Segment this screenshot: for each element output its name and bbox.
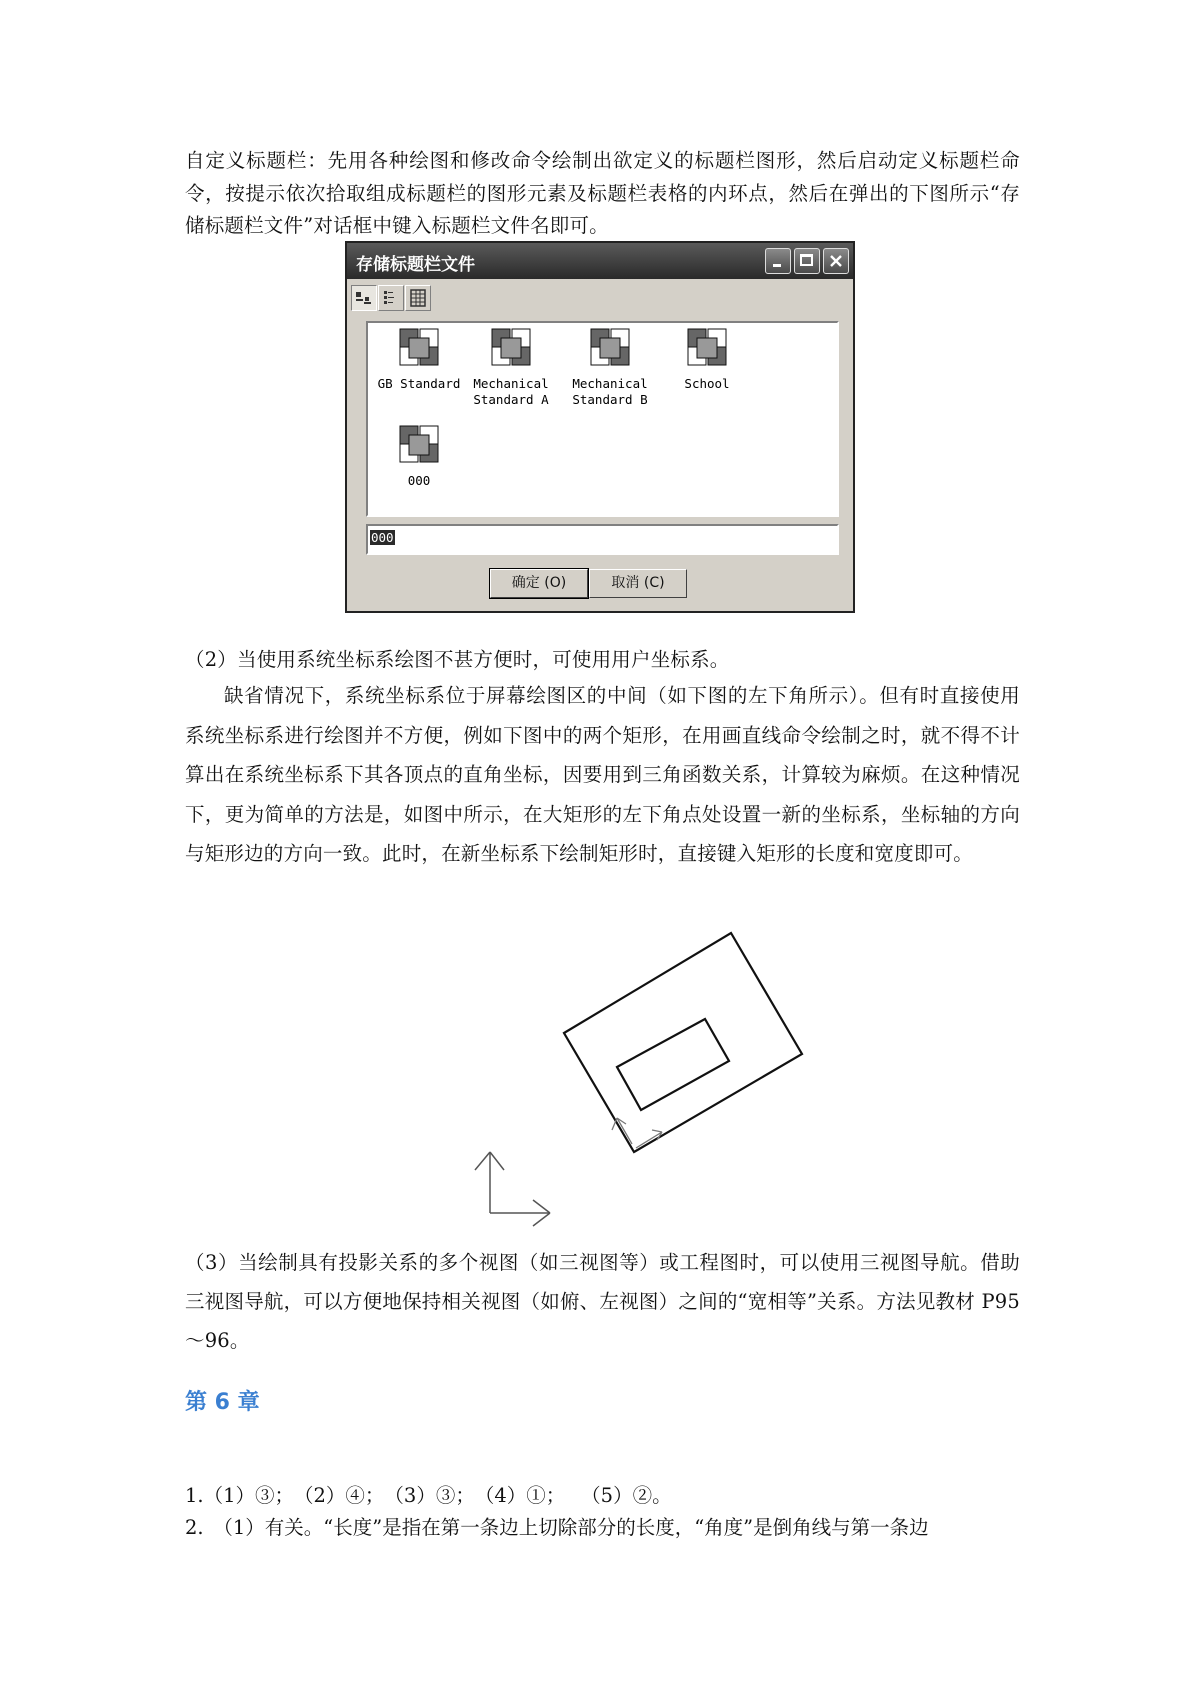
file-item[interactable] <box>562 326 658 408</box>
titlebar-file-icon <box>397 326 441 368</box>
large-icons-icon <box>352 286 376 310</box>
large-icons-button[interactable] <box>351 285 377 311</box>
filename-input[interactable] <box>366 524 839 555</box>
system-coordinate-axes <box>475 1152 550 1226</box>
filename-value: 000 <box>371 530 394 545</box>
file-item[interactable] <box>463 326 559 408</box>
file-item-label: School <box>684 376 730 391</box>
section3-paragraph: （3）当绘制具有投影关系的多个视图（如三视图等）或工程图时，可以使用三视图导航。借助三视图导航，可以方便地保持相关视图（如俯、左视图）之间的“宽相等”关系。方法见教材 P95～96。 <box>185 1251 1020 1352</box>
cancel-button[interactable]: 取消 (C) <box>589 569 687 598</box>
dialog-titlebar[interactable] <box>347 243 853 279</box>
titlebar-file-list[interactable] <box>366 321 839 517</box>
large-rectangle <box>564 933 802 1152</box>
file-item[interactable] <box>371 326 467 392</box>
minimize-button[interactable] <box>765 248 791 274</box>
file-item-label: 000 <box>407 473 431 488</box>
chapter-heading: 第 6 章 <box>185 1390 260 1415</box>
file-item-label: GB Standard <box>377 376 461 391</box>
section2-heading: （2）当使用系统坐标系绘图不甚方便时，可使用用户坐标系。 <box>185 648 730 671</box>
section2-body: 缺省情况下，系统坐标系位于屏幕绘图区的中间（如下图的左下角所示）。但有时直接使用系统坐标系进行绘图并不方便，例如下图中的两个矩形，在用画直线命令绘制之时，就不得不计算出在系统坐标系下其各顶点的直角坐标，因要用到三角函数关系，计算较为麻烦。在这种情况下，更为简单的方法是，如图中所示，在大矩形的左下角点处设置一新的坐标系，坐标轴的方向与矩形边的方向一致。此时，在新坐标系下绘制矩形时，直接键入矩形的长度和宽度即可。 <box>185 684 1020 865</box>
file-item[interactable] <box>371 423 467 489</box>
close-icon <box>828 253 844 269</box>
file-item[interactable] <box>659 326 755 392</box>
small-icons-icon <box>379 286 403 310</box>
user-coordinate-axes <box>612 1118 662 1148</box>
maximize-button[interactable] <box>794 248 820 274</box>
titlebar-file-icon <box>685 326 729 368</box>
file-item-label: Mechanical Standard A <box>473 376 549 407</box>
answer-line-2: 2. （1）有关。“长度”是指在第一条边上切除部分的长度，“角度”是倒角线与第一条边 <box>185 1516 929 1539</box>
save-titlebar-dialog <box>345 241 855 613</box>
details-view-icon <box>406 286 430 310</box>
ok-button[interactable]: 确定 (O) <box>490 569 588 598</box>
titlebar-file-icon <box>588 326 632 368</box>
close-button[interactable] <box>823 248 849 274</box>
dialog-title: 存储标题栏文件 <box>356 255 475 275</box>
answer-line-1: 1.（1）③； （2）④； （3）③； （4）①； （5）②。 <box>185 1484 672 1507</box>
small-rectangle <box>617 1019 729 1110</box>
small-icons-button[interactable] <box>378 285 404 311</box>
titlebar-file-icon <box>397 423 441 465</box>
file-item-label: Mechanical Standard B <box>572 376 648 407</box>
coordinate-system-figure <box>0 920 1191 1230</box>
titlebar-file-icon <box>489 326 533 368</box>
intro-paragraph: 自定义标题栏：先用各种绘图和修改命令绘制出欲定义的标题栏图形，然后启动定义标题栏命令，按提示依次拾取组成标题栏的图形元素及标题栏表格的内环点，然后在弹出的下图所示“存储标题栏文件”对话框中键入标题栏文件名即可。 <box>185 149 1020 237</box>
details-view-button[interactable] <box>405 285 431 311</box>
